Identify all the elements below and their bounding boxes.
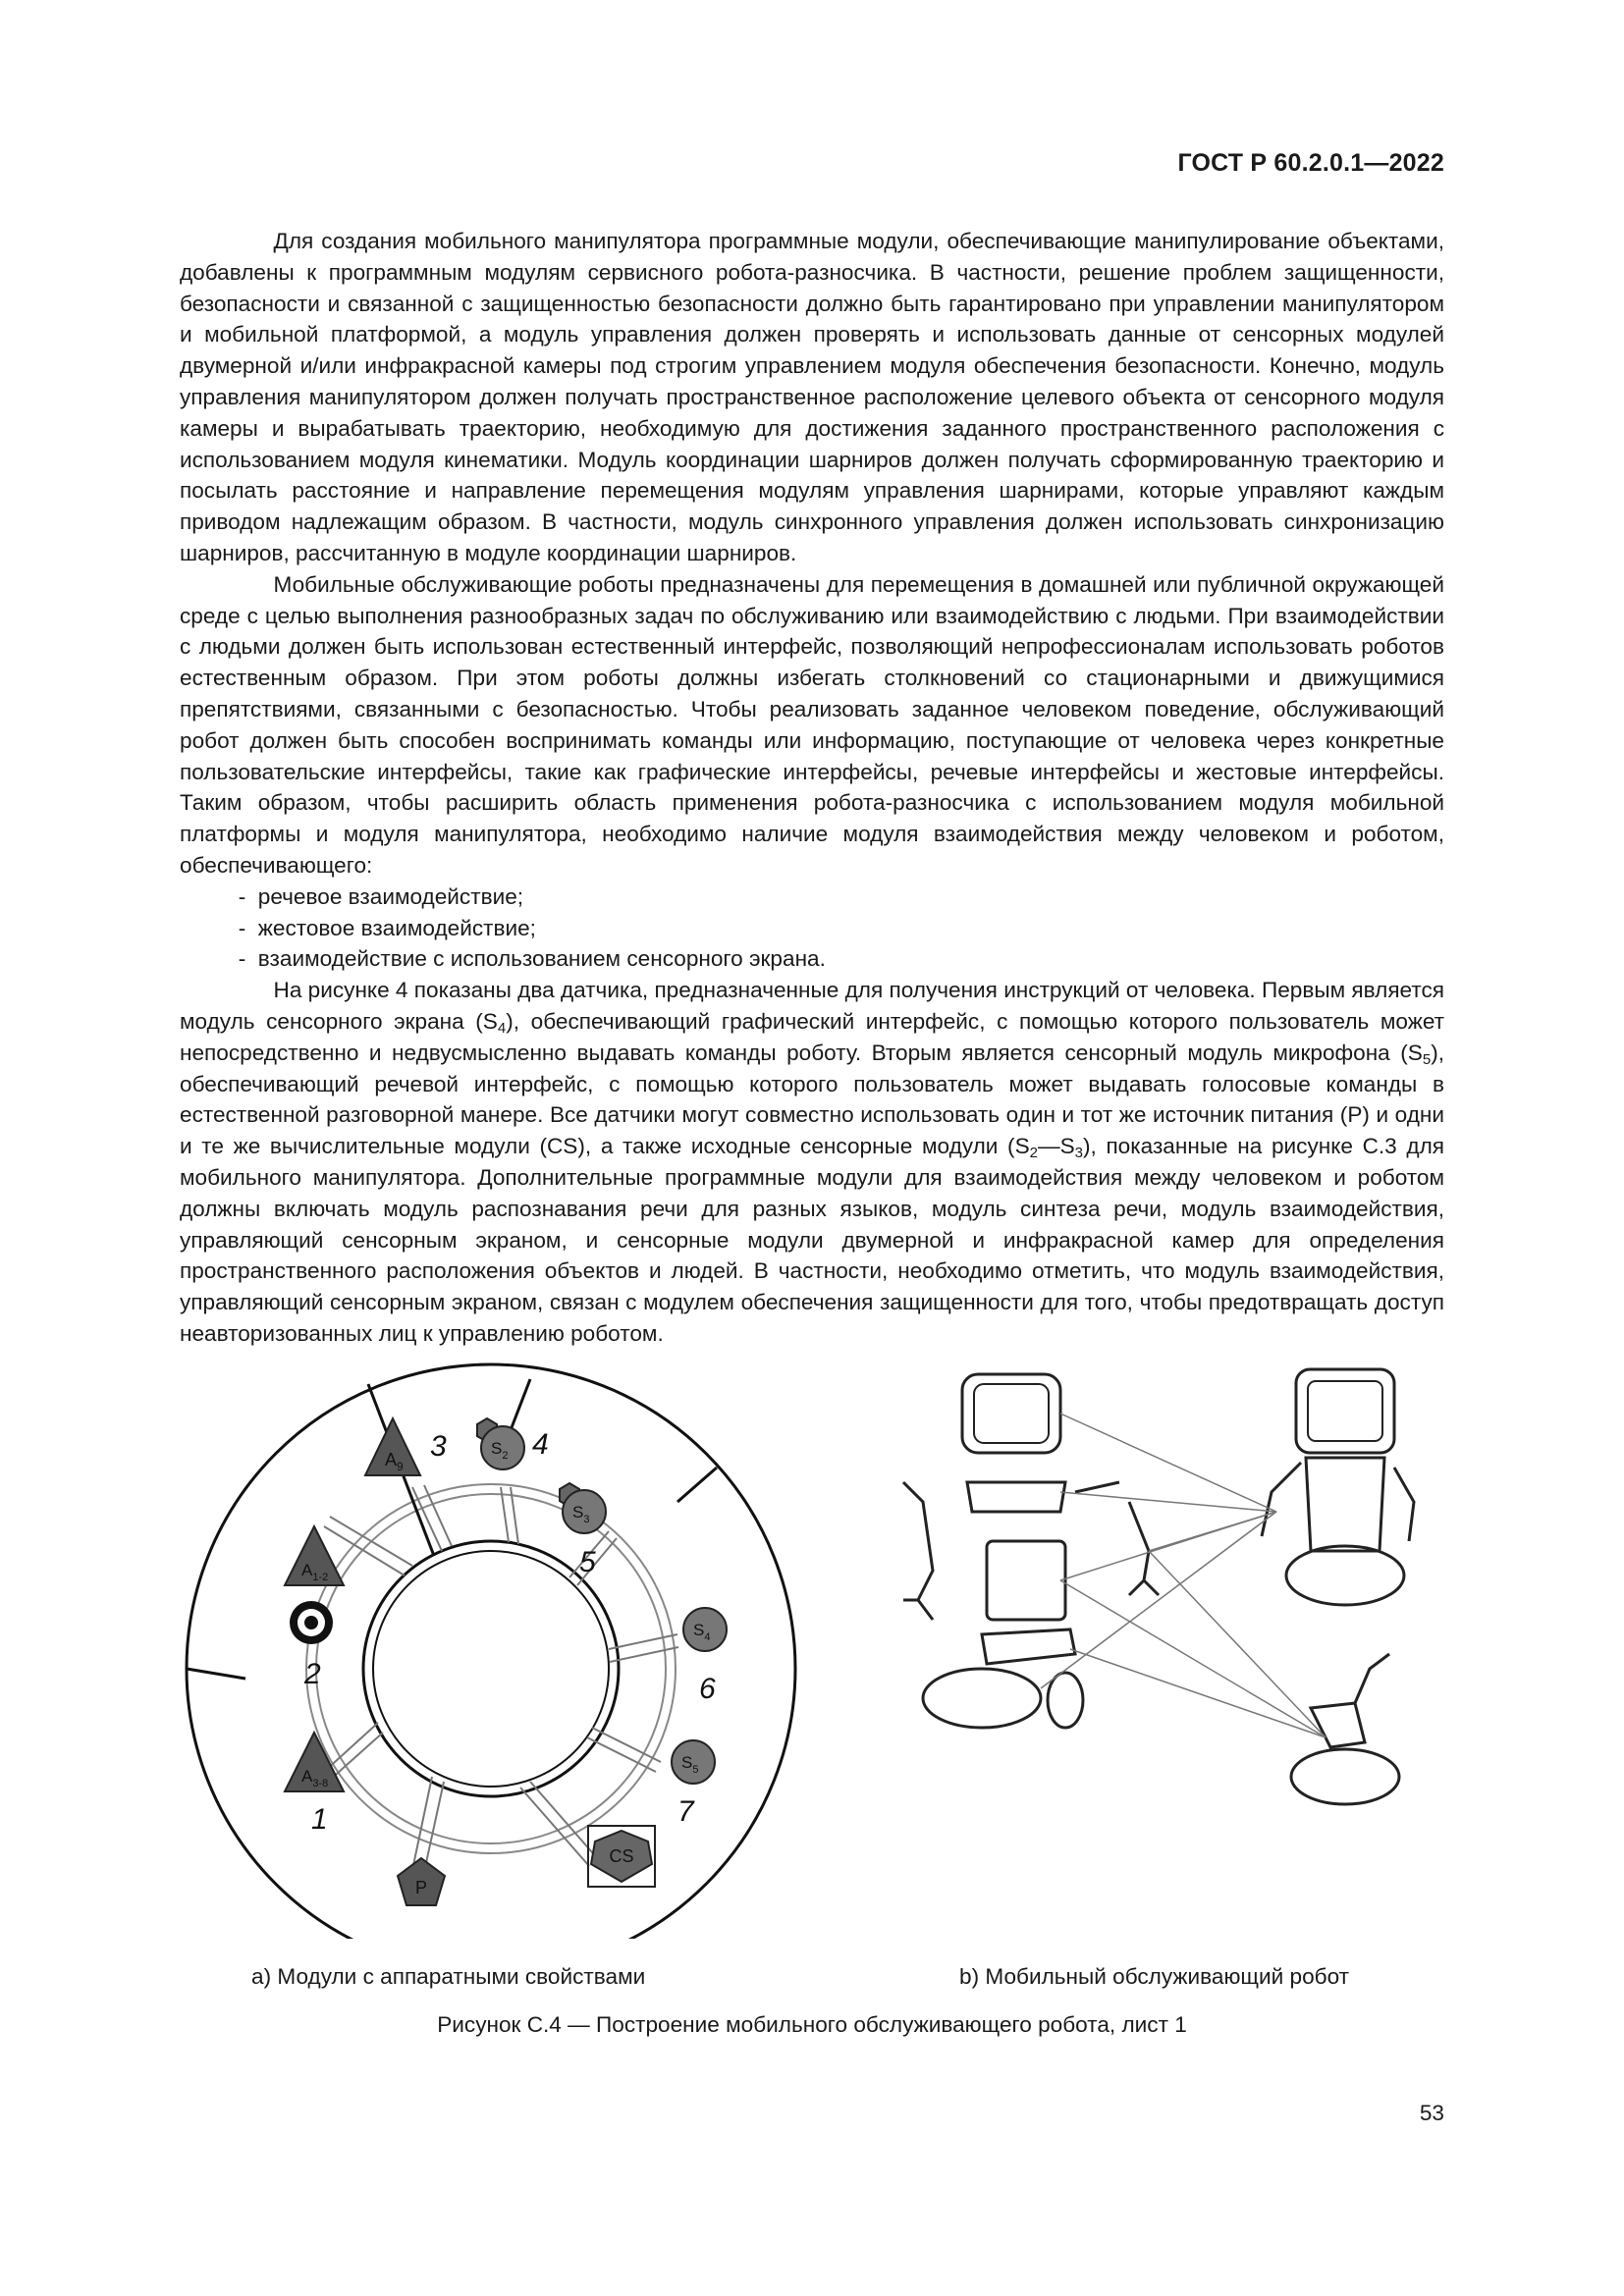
svg-text:S5: $S_5$ — [681, 1753, 699, 1776]
mobile-robot-illustration — [864, 1355, 1424, 1904]
label-1: 1 — [311, 1803, 328, 1836]
computing-module-cs — [588, 1826, 655, 1887]
paragraph-1: Для создания мобильного манипулятора программные модули, обеспечивающие манипулирование объектами, добавлены к программным модулям сервисного робота-разносчика. В частности, решение проблем защищенности, безопасности и связанной с защищенностью безопасности должно быть гарантировано при управлении манипулятором и мобильной платформой, а модуль управления должен проверять и использовать данные от сенсорных модулей двумерной и/или инфракрасной камеры под строгим управлением модуля обеспечения безопасности. Конечно, модуль управления манипулятором должен получать пространственное расположение целевого объекта от сенсорного модуля камеры и вырабатывать траекторию, необходимую для достижения заданного пространственного расположения с использованием модуля кинематики. Модуль координации шарниров должен получать сформированную траекторию и посылать расстояние и направление перемещения модулям управления шарнирами, которые управляют каждым приводом надлежащим образом. В частности, модуль синхронного управления должен использовать синхронизацию шарниров, рассчитанную в модуле координации шарниров. — [180, 229, 1444, 565]
label-7: 7 — [677, 1795, 694, 1828]
list-item: - речевое взаимодействие; — [180, 881, 1444, 913]
paragraph-2: Мобильные обслуживающие роботы предназначены для перемещения в домашней или публичной окружающей среде с целью выполнения разнообразных задач по обслуживанию или взаимодействию с людьми. При взаимодействии с людьми должен быть использован естественный интерфейс, позволяющий непрофессионалам использовать роботов естественным образом. При этом роботы должны избегать столкновений со стационарными и движущимися препятствиями, связанными с безопасностью. Чтобы реализовать заданное человеком поведение, обслуживающий робот должен быть способен воспринимать команды или информацию, поступающие от человека через конкретные пользовательские интерфейсы, такие как графические интерфейсы, речевые интерфейсы и жестовые интерфейсы. Таким образом, чтобы расширить область применения робота-разносчика с использованием модуля мобильной платформы и модуля манипулятора, необходимо наличие модуля взаимодействия между человеком и роботом, обеспечивающего: — [180, 571, 1444, 878]
label-5: 5 — [579, 1546, 596, 1578]
actuator-a9 — [365, 1418, 447, 1475]
sensor-s5 — [672, 1740, 715, 1828]
list-item: - жестовое взаимодействие; — [180, 913, 1444, 944]
svg-text:P: P — [414, 1878, 428, 1897]
target-module — [290, 1601, 333, 1690]
left-arm-part — [903, 1482, 933, 1620]
torso-part — [967, 1482, 1065, 1512]
svg-text:CS: CS — [609, 1846, 634, 1866]
list-item: - взаимодействие с использованием сенсорного экрана. — [180, 943, 1444, 975]
svg-text:S2: $S_2$ — [491, 1439, 509, 1462]
label-2: 2 — [304, 1658, 321, 1690]
caption-a: а) Модули с аппаратными свойствами — [251, 1964, 646, 1989]
svg-text:S4: $S_4$ — [693, 1621, 711, 1643]
body-part — [987, 1541, 1065, 1620]
sensor-s4 — [683, 1608, 727, 1705]
label-3: 3 — [430, 1430, 447, 1463]
figure-caption: Рисунок С.4 — Построение мобильного обслуживающего робота, лист 1 — [437, 2012, 1187, 2037]
plate-part — [982, 1629, 1075, 1664]
label-6: 6 — [699, 1673, 716, 1705]
svg-text:S3: $S_3$ — [572, 1503, 590, 1525]
paragraph-3: На рисунке 4 показаны два датчика, предназначенные для получения инструкций от человека. Первым является модуль сенсорного экрана $(S_4)$, обеспечивающий графический интерфейс, с помощью которого пользователь может непосредственно и недвусмысленно выдавать команды роботу. Вторым является сенсорный модуль микрофона $(S_5)$, обеспечивающий речевой интерфейс, с помощью которого пользователь может выдавать голосовые команды в естественной разговорной манере. Все датчики могут совместно использовать один и тот же источник питания (P) и одни и те же вычислительные модули (CS), а также исходные сенсорные модули $(S_2—S_3)$, показанные на рисунке С.3 для мобильного манипулятора. Дополнительные программные модули для взаимодействия между человеком и роботом должны включать модуль распознавания речи для разных языков, модуль синтеза речи, модуль взаимодействия, управляющий сенсорным экраном, и сенсорные модули двумерной и инфракрасной камер для определения пространственного расположения объектов и людей. В частности, необходимо отметить, что модуль взаимодействия, управляющий сенсорным экраном, связан с модулем обеспечения защищенности для того, чтобы предотвращать доступ неавторизованных лиц к управлению роботом. — [180, 978, 1444, 1346]
assembled-torso — [1306, 1458, 1384, 1551]
page-number: 53 — [1419, 2101, 1444, 2125]
reference-lines — [1041, 1414, 1326, 1737]
sector-dividers — [187, 1379, 717, 1679]
hardware-modules-diagram — [147, 1350, 815, 1939]
label-4: 4 — [532, 1428, 549, 1461]
assembled-base — [1286, 1546, 1404, 1605]
actuator-a1-2 — [285, 1526, 344, 1585]
svg-text:A1-2: $A_{1-2}$ — [301, 1561, 329, 1583]
svg-text:A3-8: $A_{3-8}$ — [301, 1767, 329, 1789]
svg-text:A9: $A_9$ — [385, 1450, 404, 1473]
power-module-p — [398, 1858, 445, 1905]
body-text — [180, 226, 1444, 1350]
caption-b: b) Мобильный обслуживающий робот — [959, 1964, 1350, 1989]
standard-header: ГОСТ Р 60.2.0.1—2022 — [1177, 149, 1444, 177]
base-part — [923, 1669, 1041, 1728]
manipulator-base — [1311, 1703, 1365, 1747]
